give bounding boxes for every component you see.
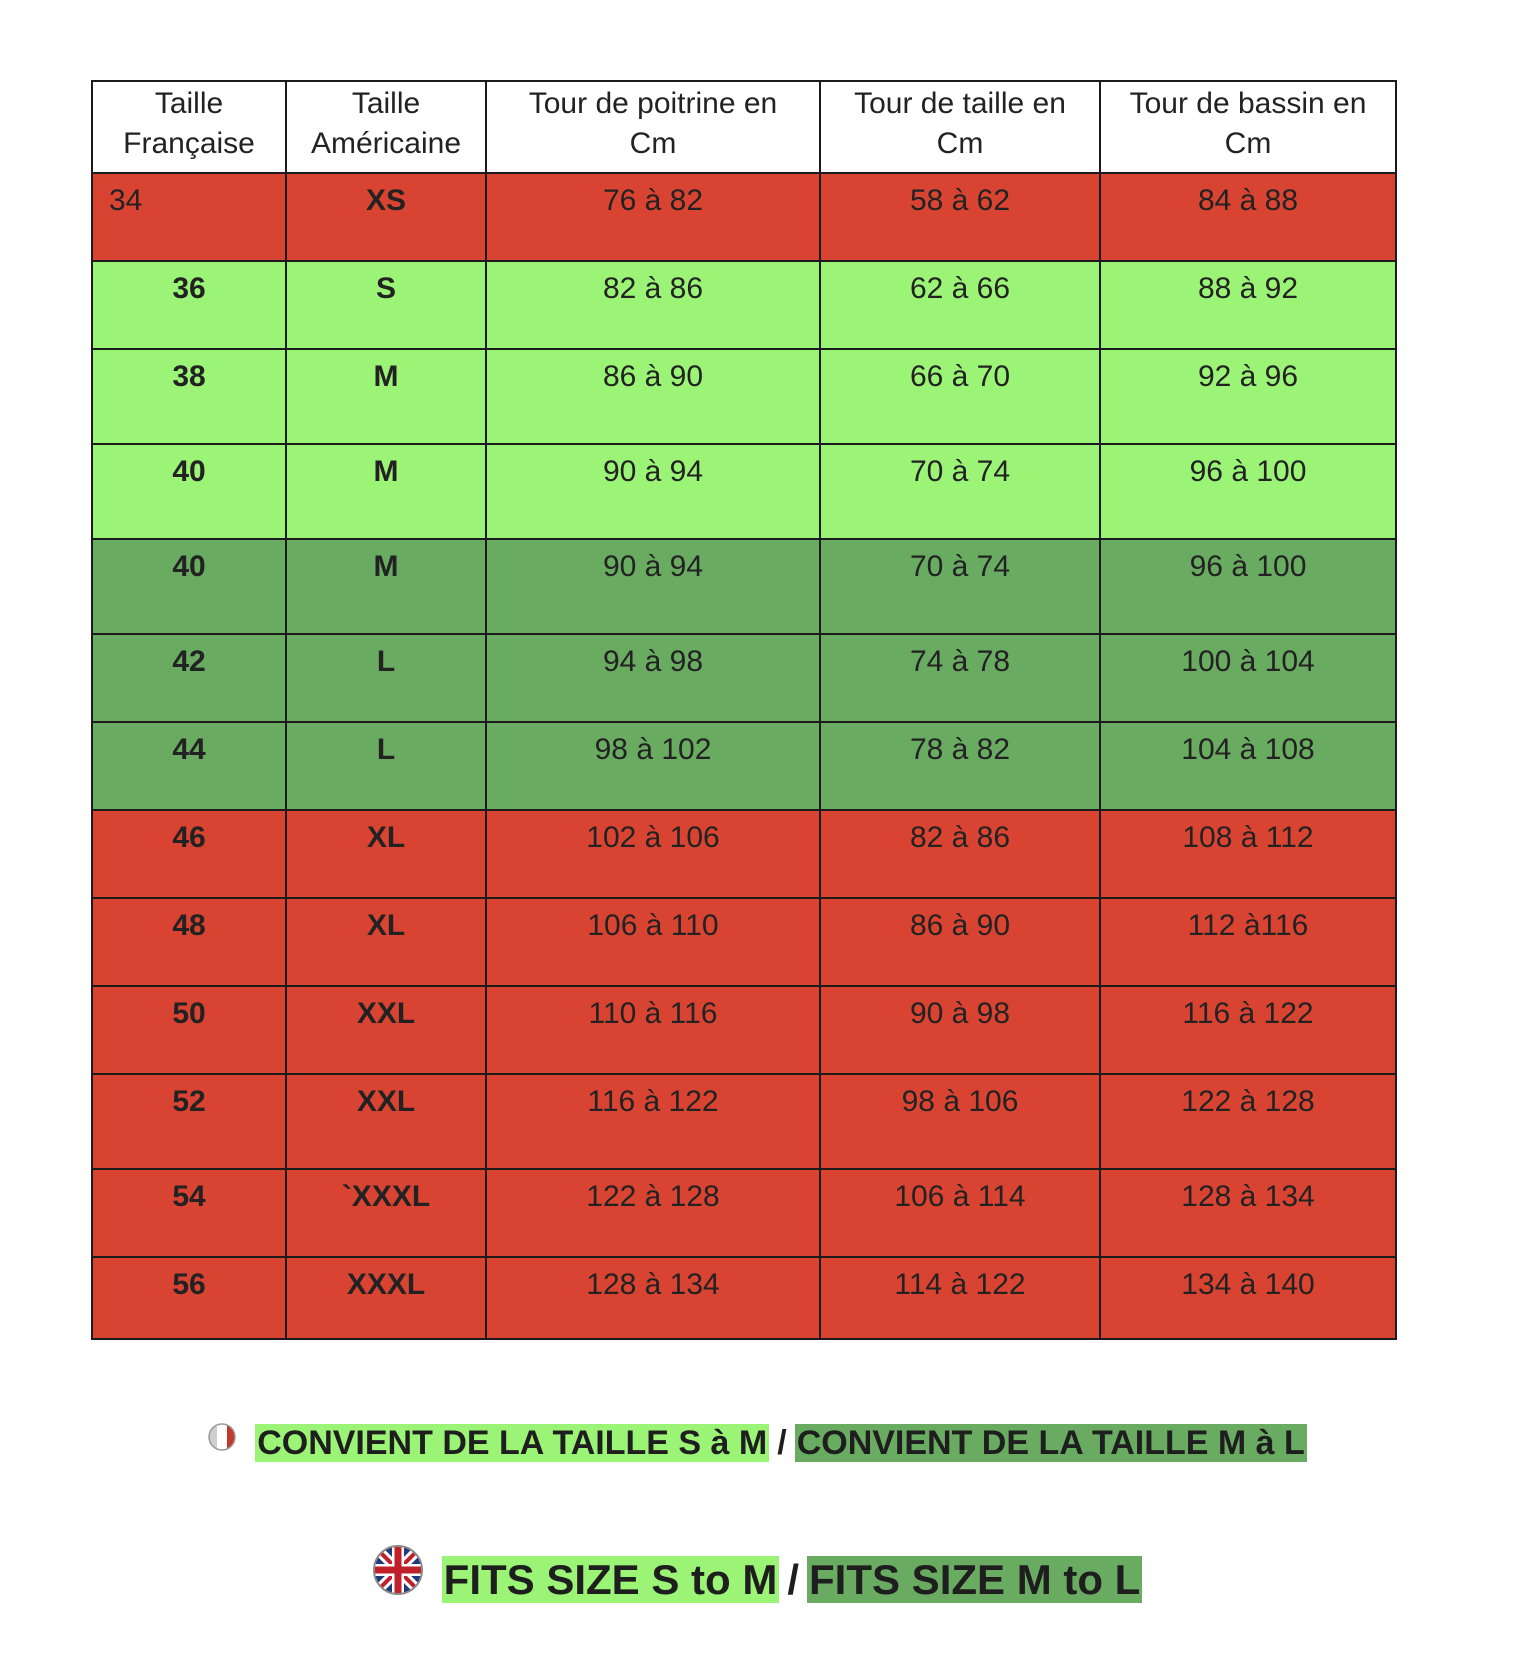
table-row [92, 539, 1396, 634]
cell-american-size: XXXL [286, 1257, 486, 1339]
header-french-size-line2: Française [123, 127, 255, 160]
header-american-size-line2: Américaine [310, 127, 462, 160]
cell-waist: 82 à 86 [820, 810, 1100, 898]
cell-hips: 88 à 92 [1100, 261, 1396, 349]
cell-french-size: 54 [92, 1169, 286, 1257]
cell-french-size: 36 [92, 261, 286, 349]
cell-hips: 112 à116 [1100, 898, 1396, 986]
table-row [92, 444, 1396, 539]
legend-english [0, 1548, 1514, 1617]
header-chest-line2: Cm [629, 127, 677, 160]
cell-french-size: 44 [92, 722, 286, 810]
cell-american-size: L [286, 722, 486, 810]
table-row [92, 173, 1396, 261]
cell-waist: 70 à 74 [820, 444, 1100, 539]
cell-french-size: 34 [92, 173, 286, 261]
cell-american-size: S [286, 261, 486, 349]
table-row [92, 986, 1396, 1074]
legend-fr-separator: / [777, 1424, 787, 1462]
france-flag-icon [207, 1420, 237, 1462]
legend-fr-light-label: CONVIENT DE LA TAILLE S à M [257, 1424, 768, 1462]
cell-american-size: M [286, 539, 486, 634]
table-row [92, 1169, 1396, 1257]
cell-waist: 106 à 114 [820, 1169, 1100, 1257]
table-row [92, 349, 1396, 444]
cell-french-size: 38 [92, 349, 286, 444]
size-chart-table [91, 80, 1397, 1340]
cell-waist: 62 à 66 [820, 261, 1100, 349]
cell-waist: 66 à 70 [820, 349, 1100, 444]
legend-en-separator: / [787, 1555, 800, 1603]
cell-american-size: XL [286, 810, 486, 898]
legend-french [0, 1422, 1514, 1466]
cell-hips: 96 à 100 [1100, 539, 1396, 634]
cell-american-size: M [286, 349, 486, 444]
cell-american-size: `XXXL [286, 1169, 486, 1257]
cell-french-size: 42 [92, 634, 286, 722]
header-french-size-line1: Taille [154, 87, 224, 120]
cell-waist: 114 à 122 [820, 1257, 1100, 1339]
cell-french-size: 40 [92, 539, 286, 634]
cell-chest: 76 à 82 [486, 173, 820, 261]
cell-french-size: 40 [92, 444, 286, 539]
cell-chest: 90 à 94 [486, 539, 820, 634]
header-waist [820, 81, 1100, 173]
cell-waist: 78 à 82 [820, 722, 1100, 810]
cell-chest: 94 à 98 [486, 634, 820, 722]
header-american-size-line1: Taille [351, 87, 421, 120]
cell-chest: 86 à 90 [486, 349, 820, 444]
cell-american-size: XXL [286, 1074, 486, 1169]
cell-waist: 58 à 62 [820, 173, 1100, 261]
cell-chest: 82 à 86 [486, 261, 820, 349]
uk-flag-icon [372, 1544, 424, 1613]
table-header-row [92, 81, 1396, 173]
cell-chest: 128 à 134 [486, 1257, 820, 1339]
cell-waist: 74 à 78 [820, 634, 1100, 722]
cell-american-size: M [286, 444, 486, 539]
cell-hips: 116 à 122 [1100, 986, 1396, 1074]
cell-waist: 70 à 74 [820, 539, 1100, 634]
cell-american-size: L [286, 634, 486, 722]
table-row [92, 898, 1396, 986]
header-hips [1100, 81, 1396, 173]
cell-chest: 90 à 94 [486, 444, 820, 539]
cell-waist: 90 à 98 [820, 986, 1100, 1074]
table-row [92, 810, 1396, 898]
cell-hips: 122 à 128 [1100, 1074, 1396, 1169]
cell-waist: 86 à 90 [820, 898, 1100, 986]
cell-hips: 92 à 96 [1100, 349, 1396, 444]
cell-chest: 106 à 110 [486, 898, 820, 986]
header-waist-line2: Cm [936, 127, 984, 160]
header-hips-line1: Tour de bassin en [1129, 87, 1367, 120]
table-row [92, 722, 1396, 810]
cell-hips: 104 à 108 [1100, 722, 1396, 810]
header-american-size [286, 81, 486, 173]
cell-chest: 122 à 128 [486, 1169, 820, 1257]
legend-en-light-label: FITS SIZE S to M [443, 1555, 778, 1603]
cell-french-size: 52 [92, 1074, 286, 1169]
cell-hips: 108 à 112 [1100, 810, 1396, 898]
cell-chest: 110 à 116 [486, 986, 820, 1074]
table-row [92, 261, 1396, 349]
cell-chest: 102 à 106 [486, 810, 820, 898]
table-row [92, 1074, 1396, 1169]
header-hips-line2: Cm [1224, 127, 1272, 160]
header-chest [486, 81, 820, 173]
cell-hips: 100 à 104 [1100, 634, 1396, 722]
cell-american-size: XL [286, 898, 486, 986]
table-row [92, 1257, 1396, 1339]
header-french-size [92, 81, 286, 173]
cell-american-size: XXL [286, 986, 486, 1074]
cell-waist: 98 à 106 [820, 1074, 1100, 1169]
cell-chest: 98 à 102 [486, 722, 820, 810]
cell-hips: 128 à 134 [1100, 1169, 1396, 1257]
cell-hips: 134 à 140 [1100, 1257, 1396, 1339]
legend-en-dark-label: FITS SIZE M to L [809, 1555, 1141, 1603]
table-row [92, 634, 1396, 722]
legend-fr-dark-label: CONVIENT DE LA TAILLE M à L [796, 1424, 1305, 1462]
cell-hips: 84 à 88 [1100, 173, 1396, 261]
cell-french-size: 48 [92, 898, 286, 986]
header-waist-line1: Tour de taille en [854, 87, 1066, 120]
cell-french-size: 50 [92, 986, 286, 1074]
header-chest-line1: Tour de poitrine en [528, 87, 778, 120]
cell-hips: 96 à 100 [1100, 444, 1396, 539]
cell-american-size: XS [286, 173, 486, 261]
cell-french-size: 46 [92, 810, 286, 898]
cell-chest: 116 à 122 [486, 1074, 820, 1169]
cell-french-size: 56 [92, 1257, 286, 1339]
